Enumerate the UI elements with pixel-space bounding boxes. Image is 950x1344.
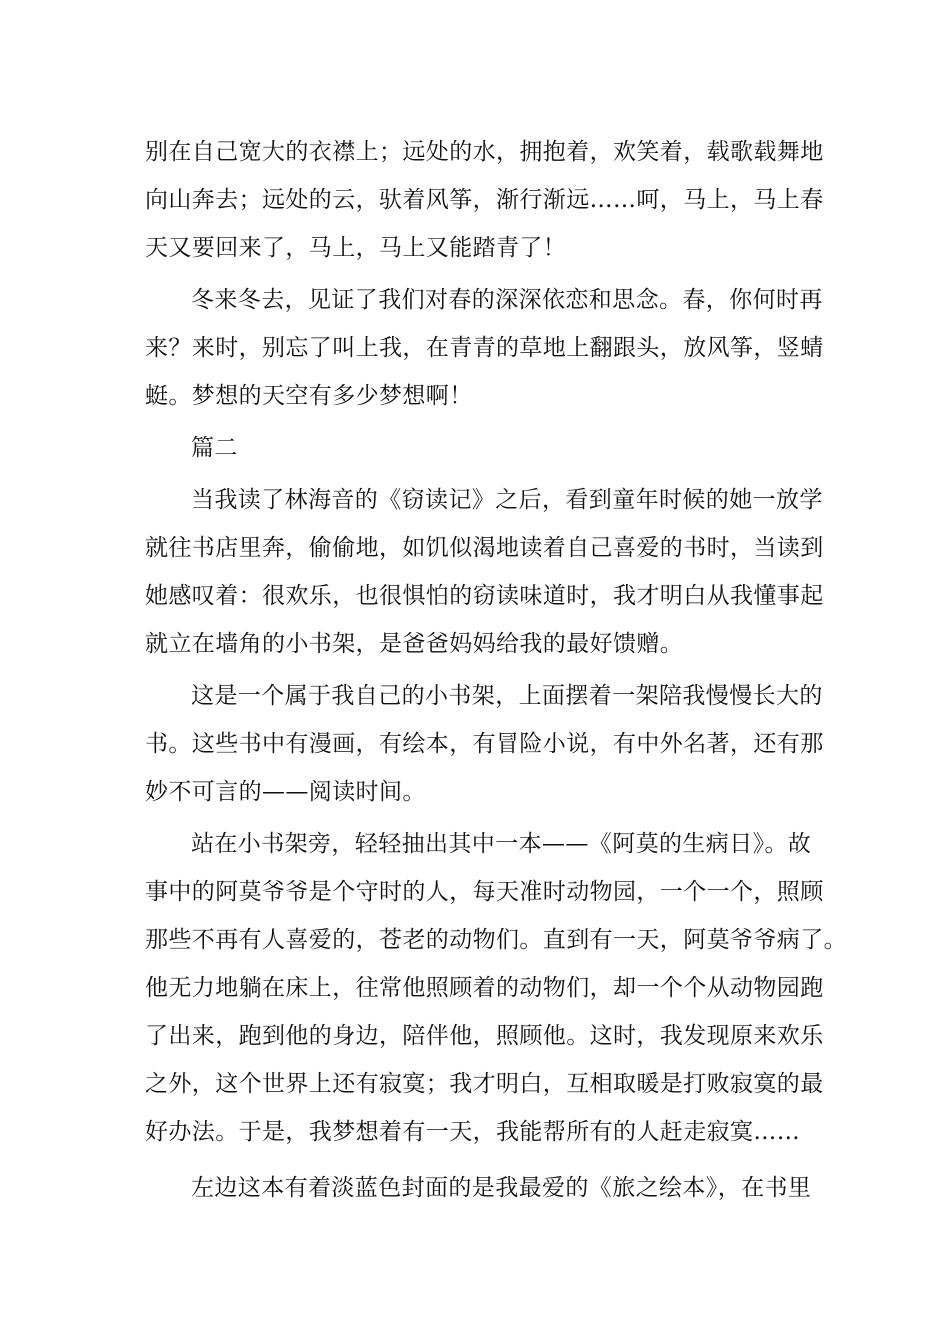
- text-line: 之外，这个世界上还有寂寞；我才明白，互相取暖是打败寂寞的最: [145, 1071, 824, 1097]
- text-line: 了出来，跑到他的身边，陪伴他，照顾他。这时，我发现原来欢乐: [145, 1023, 824, 1049]
- text-line: 那些不再有人喜爱的，苍老的动物们。直到有一天，阿莫爷爷病了。: [145, 927, 847, 953]
- paragraph-start: 这是一个属于我自己的小书架，上面摆着一架陪我慢慢长大的: [191, 683, 823, 709]
- text-line: 事中的阿莫爷爷是个守时的人，每天准时动物园，一个一个，照顾: [145, 879, 824, 905]
- section-heading: 篇二: [191, 435, 238, 461]
- paragraph-start: 当我读了林海音的《窃读记》之后，看到童年时候的她一放学: [191, 487, 823, 513]
- text-line: 她感叹着：很欢乐，也很惧怕的窃读味道时，我才明白从我懂事起: [145, 583, 824, 609]
- text-line: 好办法。于是，我梦想着有一天，我能帮所有的人赶走寂寞……: [145, 1119, 801, 1145]
- text-line: 妙不可言的——阅读时间。: [145, 779, 426, 805]
- text-line: 天又要回来了，马上，马上又能踏青了！: [145, 235, 567, 261]
- text-line: 就往书店里奔，偷偷地，如饥似渴地读着自己喜爱的书时，当读到: [145, 535, 824, 561]
- text-line: 来？来时，别忘了叫上我，在青青的草地上翻跟头，放风筝，竖蜻: [145, 335, 824, 361]
- text-line: 向山奔去；远处的云，驮着风筝，渐行渐远……呵，马上，马上春: [145, 187, 824, 213]
- paragraph-start: 冬来冬去，见证了我们对春的深深依恋和思念。春，你何时再: [191, 287, 823, 313]
- paragraph-start: 左边这本有着淡蓝色封面的是我最爱的《旅之绘本》，在书里: [191, 1175, 812, 1201]
- text-line: 别在自己宽大的衣襟上；远处的水，拥抱着，欢笑着，载歌载舞地: [145, 139, 824, 165]
- text-line: 就立在墙角的小书架，是爸爸妈妈给我的最好馈赠。: [145, 631, 684, 657]
- text-line: 蜓。梦想的天空有多少梦想啊！: [145, 383, 473, 409]
- paragraph-start: 站在小书架旁，轻轻抽出其中一本——《阿莫的生病日》。故: [191, 831, 812, 857]
- text-line: 书。这些书中有漫画，有绘本，有冒险小说，有中外名著，还有那: [145, 731, 824, 757]
- text-line: 他无力地躺在床上，往常他照顾着的动物们，却一个个从动物园跑: [145, 975, 824, 1001]
